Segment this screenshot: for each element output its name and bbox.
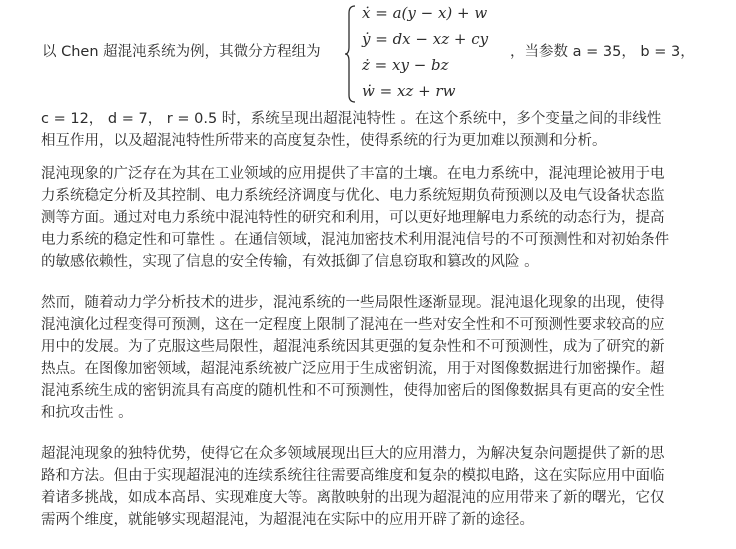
paragraph-line: 混沌演化过程变得可预测，这在一定程度上限制了混沌在一些对安全性和不可预测性要求较高的应 [41,317,665,333]
paragraph-line: 相互作用，以及超混沌特性所带来的高度复杂性，使得系统的行为更加难以预测和分析。 [41,133,607,149]
paragraph-line: 用中的发展。为了克服这些局限性，超混沌系统因其更强的复杂性和不可预测性，成为了研究的新 [41,339,665,355]
equation-w: ẇ = xz + rw [362,82,456,100]
parameter-values-text: ，当参数 a = 35， b = 3， [510,44,695,60]
paragraph-line: 热点。在图像加密领域，超混沌系统被广泛应用于生成密钥流，用于对图像数据进行加密操作。超 [41,361,665,377]
equation-system [362,0,507,104]
paragraph-line: 力系统稳定分析及其控制、电力系统经济调度与优化、电力系统短期负荷预测以及电气设备状态监 [41,188,665,204]
equation-brace [344,5,356,103]
paragraph-line: 测等方面。通过对电力系统中混沌特性的研究和利用，可以更好地理解电力系统的动态行为，提高 [41,210,665,226]
paragraph-line: 路和方法。但由于实现超混沌的连续系统往往需要高维度和复杂的模拟电路，这在实际应用中面临 [41,468,665,484]
paragraph-line: 混沌系统生成的密钥流具有高度的随机性和不可预测性，使得加密后的图像数据具有更高的安全性 [41,383,665,399]
paragraph-line: 和抗攻击性 。 [41,405,133,421]
paragraph-line: c = 12， d = 7， r = 0.5 时，系统呈现出超混沌特性 。在这个系统中，多个变量之间的非线性 [41,111,662,127]
paragraph-limitations [41,292,731,424]
paragraph-advantages [41,443,731,531]
paragraph-line: 电力系统的稳定性和可靠性 。在通信领域，混沌加密技术利用混沌信号的不可预测性和对初始条件 [41,232,670,248]
paragraph-hyperchaos-intro [41,108,731,152]
paragraph-line: 然而，随着动力学分析技术的进步，混沌系统的一些局限性逐渐显现。混沌退化现象的出现，使得 [41,295,665,311]
paragraph-line: 着诸多挑战，如成本高昂、实现难度大等。离散映射的出现为超混沌的应用带来了新的曙光，它仅 [41,490,665,506]
equation-x: ẋ = a(y − x) + w [362,4,488,22]
paragraph-industrial-applications [41,163,731,273]
equation-z: ż = xy − bz [362,56,449,74]
paragraph-line: 的敏感依赖性，实现了信息的安全传输，有效抵御了信息窃取和篡改的风险 。 [41,254,539,270]
paragraph-line: 混沌现象的广泛存在为其在工业领域的应用提供了丰富的土壤。在电力系统中，混沌理论被用于电 [41,166,665,182]
equation-y: ẏ = dx − xz + cy [362,30,489,48]
system-intro-text: 以 Chen 超混沌系统为例，其微分方程组为 [42,44,321,60]
paragraph-line: 需两个维度，就能够实现超混沌，为超混沌在实际中的应用开辟了新的途径。 [41,512,534,528]
paragraph-line: 超混沌现象的独特优势，使得它在众多领域展现出巨大的应用潜力，为解决复杂问题提供了新的思 [41,446,665,462]
